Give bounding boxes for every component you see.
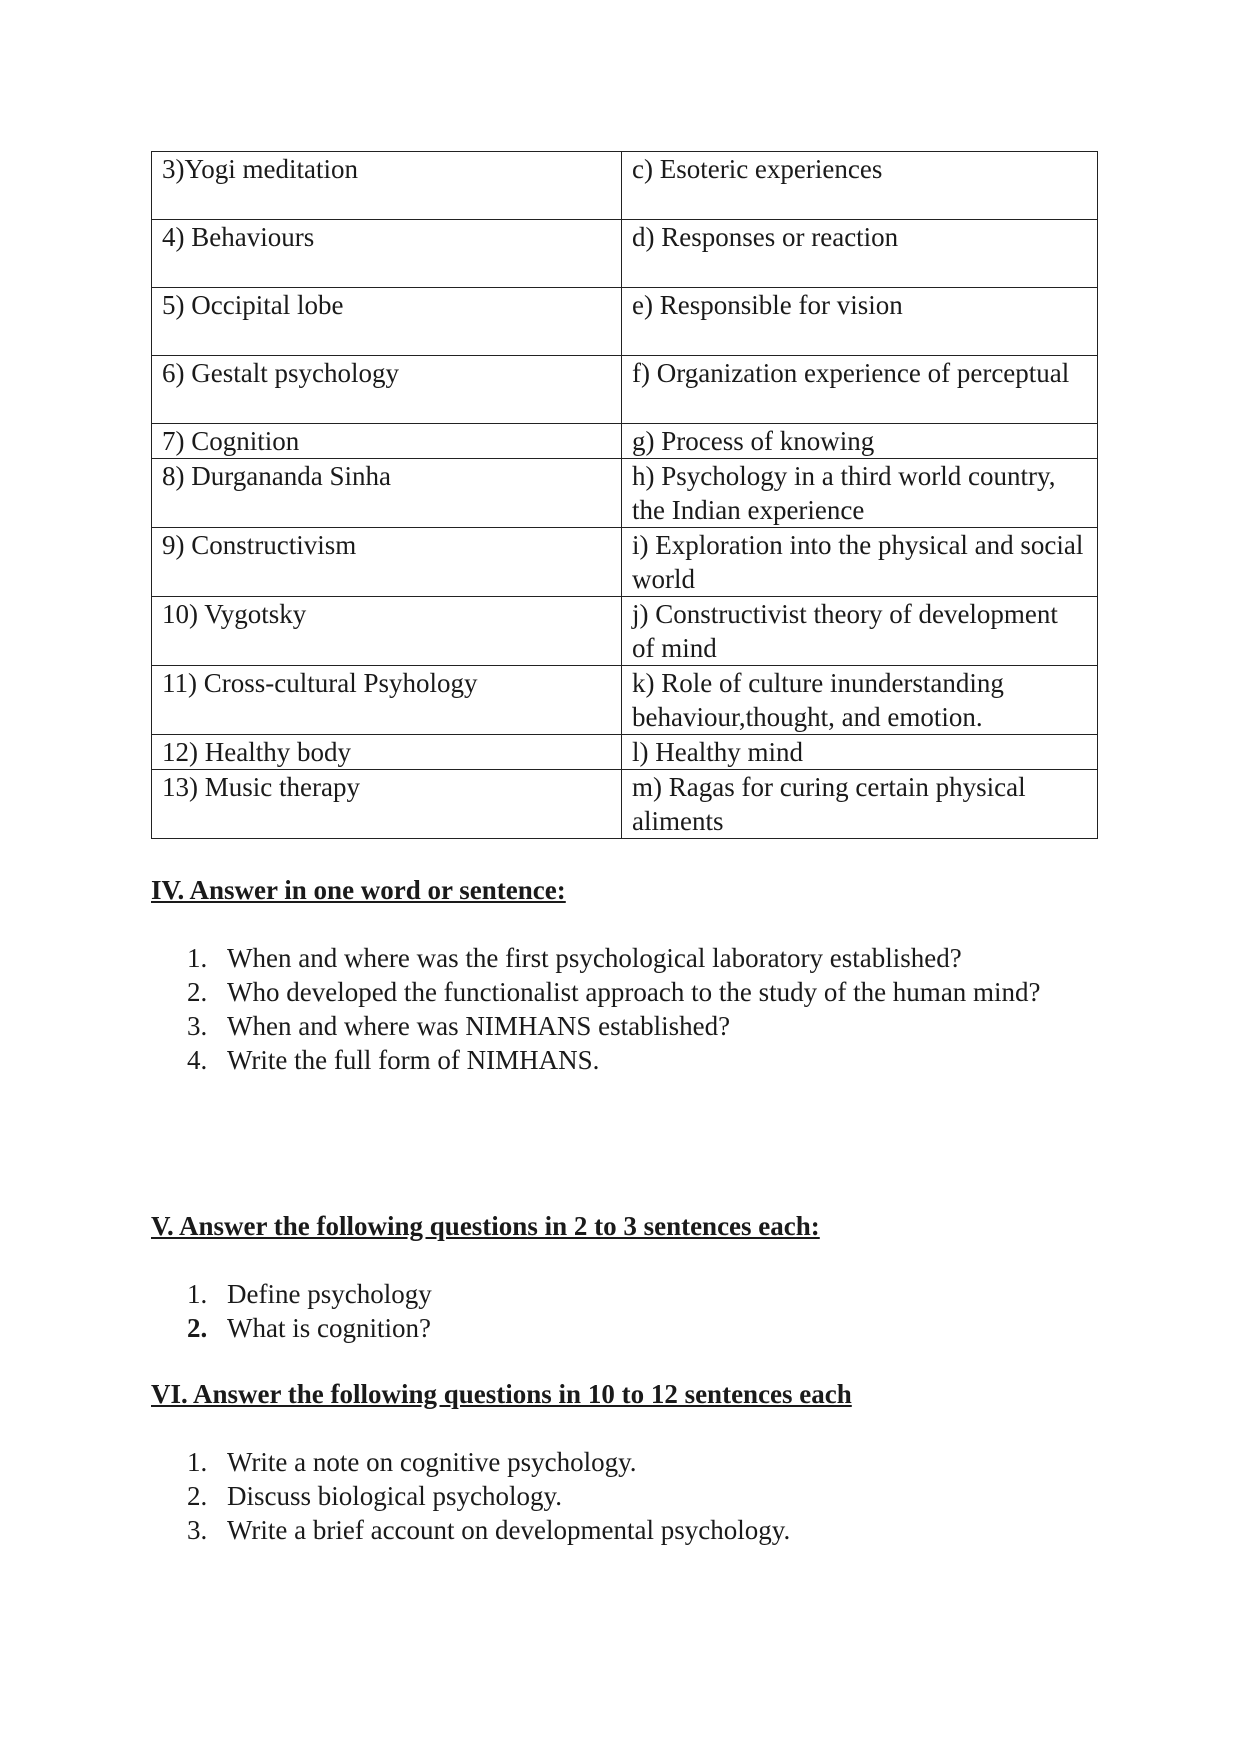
- question-number: 1.: [187, 1447, 208, 1477]
- question-number: 1.: [187, 943, 208, 973]
- table-row: [152, 152, 1098, 220]
- term-cell: 11) Cross-cultural Psyhology: [152, 666, 622, 735]
- section-v-heading: V. Answer the following questions in 2 to 3 sentences each:: [151, 1211, 820, 1241]
- term-cell: 9) Constructivism: [152, 528, 622, 597]
- match-cell: h) Psychology in a third world country, the Indian experience: [622, 459, 1098, 528]
- table-row: [152, 735, 1098, 770]
- question-item: [151, 1513, 1187, 1547]
- question-text: When and where was NIMHANS established?: [227, 1011, 731, 1041]
- question-number: 1.: [187, 1279, 208, 1309]
- match-cell: g) Process of knowing: [622, 424, 1098, 459]
- section-v-questions: [151, 1277, 1187, 1345]
- term-cell: 3)Yogi meditation: [152, 152, 622, 220]
- question-item: [151, 1009, 1187, 1043]
- question-item: [151, 975, 1187, 1009]
- question-text: Discuss biological psychology.: [227, 1481, 562, 1511]
- section-iv-questions: [151, 941, 1187, 1077]
- question-item: [151, 1277, 1187, 1311]
- term-cell: 8) Durgananda Sinha: [152, 459, 622, 528]
- table-row: [152, 770, 1098, 839]
- table-row: [152, 528, 1098, 597]
- match-cell: f) Organization experience of perceptual: [622, 356, 1098, 424]
- term-cell: 12) Healthy body: [152, 735, 622, 770]
- match-cell: m) Ragas for curing certain physical aliments: [622, 770, 1098, 839]
- question-number: 2.: [187, 977, 208, 1007]
- match-cell: k) Role of culture inunderstanding behaviour,thought, and emotion.: [622, 666, 1098, 735]
- section-vi-questions: [151, 1445, 1187, 1547]
- match-cell: j) Constructivist theory of development of mind: [622, 597, 1098, 666]
- term-cell: 6) Gestalt psychology: [152, 356, 622, 424]
- matching-table-body: [152, 152, 1098, 839]
- table-row: [152, 220, 1098, 288]
- question-text: Write a note on cognitive psychology.: [227, 1447, 637, 1477]
- question-text: Who developed the functionalist approach to the study of the human mind?: [227, 977, 1041, 1007]
- question-item: [151, 941, 1187, 975]
- question-number: 3.: [187, 1011, 208, 1041]
- matching-table: [151, 151, 1098, 839]
- question-number: 2.: [187, 1481, 208, 1511]
- term-cell: 4) Behaviours: [152, 220, 622, 288]
- term-cell: 13) Music therapy: [152, 770, 622, 839]
- match-cell: d) Responses or reaction: [622, 220, 1098, 288]
- match-cell: e) Responsible for vision: [622, 288, 1098, 356]
- question-text: Define psychology: [227, 1279, 432, 1309]
- table-row: [152, 288, 1098, 356]
- match-cell: i) Exploration into the physical and social world: [622, 528, 1098, 597]
- term-cell: 10) Vygotsky: [152, 597, 622, 666]
- term-cell: 7) Cognition: [152, 424, 622, 459]
- question-text: Write a brief account on developmental psychology.: [227, 1515, 791, 1545]
- section-iv-heading: IV. Answer in one word or sentence:: [151, 875, 566, 905]
- match-cell: l) Healthy mind: [622, 735, 1098, 770]
- term-cell: 5) Occipital lobe: [152, 288, 622, 356]
- table-row: [152, 459, 1098, 528]
- table-row: [152, 666, 1098, 735]
- question-text: Write the full form of NIMHANS.: [227, 1045, 600, 1075]
- question-number: 4.: [187, 1045, 208, 1075]
- question-number: 3.: [187, 1515, 208, 1545]
- question-item: [151, 1043, 1187, 1077]
- question-number: 2.: [187, 1313, 208, 1343]
- section-vi-heading: VI. Answer the following questions in 10 to 12 sentences each: [151, 1379, 852, 1409]
- question-text: When and where was the first psychological laboratory established?: [227, 943, 962, 973]
- question-item: [151, 1311, 1187, 1345]
- table-row: [152, 356, 1098, 424]
- question-item: [151, 1445, 1187, 1479]
- table-row: [152, 597, 1098, 666]
- question-item: [151, 1479, 1187, 1513]
- table-row: [152, 424, 1098, 459]
- match-cell: c) Esoteric experiences: [622, 152, 1098, 220]
- question-text: What is cognition?: [227, 1313, 431, 1343]
